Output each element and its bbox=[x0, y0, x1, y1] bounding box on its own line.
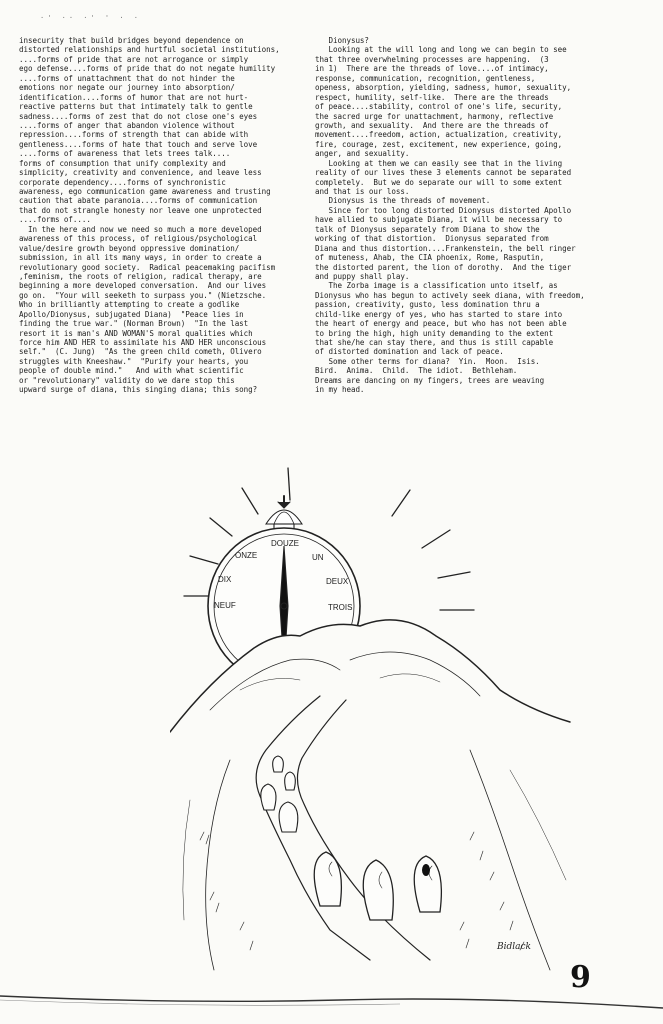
text-line: In the here and now we need so much a more developed bbox=[19, 224, 262, 234]
stray-marks: ·' ·· ·' ' · · bbox=[40, 14, 142, 22]
text-line: Dionysus? bbox=[315, 36, 369, 45]
text-line: revolutionary good society. Radical peacemaking pacifism bbox=[19, 262, 276, 272]
text-line: resort it is man's AND WOMAN'S moral qualities which bbox=[19, 328, 253, 338]
text-line: emotions nor negate our journey into absorption/ bbox=[19, 83, 235, 93]
text-line: ego defense....forms of pride that do not negate humility bbox=[19, 64, 276, 74]
illustration-clock-mountain-procession bbox=[170, 460, 590, 980]
text-line: distorted relationships and hurtful societal institutions, bbox=[19, 45, 280, 55]
text-line: the sacred urge for unattachment, harmony, reflective bbox=[315, 111, 554, 121]
text-line: sadness....forms of zest that do not close one's eyes bbox=[19, 111, 258, 121]
hooded-figures bbox=[261, 756, 442, 920]
text-line: of peace....stability, control of one's life, security, bbox=[315, 102, 563, 112]
text-line: reality of our lives these 3 elements cannot be separated bbox=[315, 168, 572, 178]
text-line: that she/he can stay there, and thus is still capable bbox=[315, 338, 554, 347]
text-line: Some other terms for diana? Yin. Moon. Isis. bbox=[315, 356, 540, 366]
numeral-un: UN bbox=[312, 553, 324, 562]
text-line: the distorted parent, the lion of dorothy. And the tiger bbox=[315, 262, 572, 272]
text-line: Dionysus is the threads of movement. bbox=[315, 196, 491, 206]
text-line: people of double mind." And with what scientific bbox=[19, 366, 244, 376]
text-line: ....forms of anger that abandon violence without bbox=[19, 120, 235, 130]
text-line: self." (C. Jung) "As the green child cometh, Olivero bbox=[19, 347, 262, 357]
left-text-column bbox=[19, 36, 319, 395]
text-line: caution that abate paranoia....forms of communication bbox=[19, 196, 258, 206]
text-line: forms of consumption that unify complexity and bbox=[19, 158, 226, 168]
text-line: force him AND HER to assimilate his AND HER unconscious bbox=[19, 338, 267, 347]
text-line: corporate dependency....forms of synchronistic bbox=[19, 177, 226, 187]
text-line: working of that distortion. Dionysus separated from bbox=[315, 234, 549, 244]
text-line: Looking at the will long and long we can begin to see bbox=[315, 45, 567, 55]
text-line: ,feminism, the roots of religion, radical therapy, are bbox=[19, 271, 262, 281]
text-line: to bring the high, high unity demanding to the extent bbox=[315, 328, 554, 338]
text-line: submission, in all its many ways, in order to create a bbox=[19, 253, 262, 263]
text-line: that three overwhelming processes are happening. (3 bbox=[315, 54, 549, 64]
text-line: completely. But we do separate our will to some extent bbox=[315, 177, 563, 187]
text-line: or "revolutionary" validity do we dare stop this bbox=[19, 375, 235, 385]
text-line: that do not strangle honesty nor leave one unprotected bbox=[19, 205, 262, 215]
text-line: passion, creativity, gusto, less domination thru a bbox=[315, 300, 540, 310]
text-line: and puppy shall play. bbox=[315, 271, 410, 281]
text-line: upward surge of diana, this singing diana; this song? bbox=[19, 385, 258, 395]
artist-signature: Bidlack bbox=[497, 942, 531, 952]
numeral-douze: DOUZE bbox=[271, 539, 299, 548]
text-line: child-like energy of yes, who has started to stare into bbox=[315, 309, 563, 319]
text-line: finding the true war." (Norman Brown) "In the last bbox=[19, 319, 249, 329]
text-line: fire, courage, zest, excitement, new experience, going, bbox=[315, 139, 563, 149]
numeral-neuf: NEUF bbox=[214, 601, 236, 610]
text-line: respect, humility, self-like. There are the threads bbox=[315, 92, 549, 102]
numeral-onze: ONZE bbox=[235, 551, 258, 560]
text-line: go on. "Your will seeketh to surpass you." (Nietzsche. bbox=[19, 290, 267, 300]
text-line: Who in brilliantly attempting to create a godlike bbox=[19, 300, 240, 310]
text-line: ....forms of unattachment that do not hinder the bbox=[19, 73, 235, 83]
numeral-deux: DEUX bbox=[326, 577, 349, 586]
text-line: struggles with Kneeshaw." "Purify your hearts, you bbox=[19, 356, 249, 366]
text-line: reactive patterns but that intimately talk to gentle bbox=[19, 102, 253, 112]
text-line: in my head. bbox=[315, 385, 365, 395]
text-line: of muteness, Ahab, the CIA phoenix, Rome, Rasputin, bbox=[315, 253, 545, 263]
text-line: identification....forms of humor that are not hurt- bbox=[19, 92, 249, 102]
text-line: talk of Dionysus separately from Diana to show the bbox=[315, 224, 540, 234]
text-line: awareness, ego communication game awareness and trusting bbox=[19, 187, 271, 196]
text-line: Since for too long distorted Dionysus distorted Apollo bbox=[315, 205, 572, 215]
text-line: anger, and sexuality. bbox=[315, 149, 410, 159]
text-line: the heart of energy and peace, but who has not been able bbox=[315, 319, 567, 329]
text-line: and that is our loss. bbox=[315, 187, 410, 196]
text-line: Apollo/Dionysus, subjugated Diana) "Peace lies in bbox=[19, 309, 244, 319]
page-number: 9 bbox=[570, 960, 591, 995]
text-line: Bird. Anima. Child. The idiot. Bethleham. bbox=[315, 366, 518, 376]
grass-hatching bbox=[200, 832, 524, 950]
text-line: simplicity, creativity and convenience, and leave less bbox=[19, 168, 262, 178]
text-line: growth, and sexuality. And there are the threads of bbox=[315, 120, 549, 130]
text-line: insecurity that build bridges beyond dependence on bbox=[19, 36, 244, 45]
text-line: Dionysus who has begun to actively seek diana, with freedom, bbox=[315, 290, 585, 300]
text-line: have allied to subjugate Diana, it will be necessary to bbox=[315, 215, 563, 225]
text-line: awareness of this process, of religious/psychological bbox=[19, 234, 258, 244]
text-line: in 1) There are the threads of love....of intimacy, bbox=[315, 64, 549, 74]
text-line: ....forms of pride that are not arrogance or simply bbox=[19, 54, 249, 64]
text-line: gentleness....forms of hate that touch and serve love bbox=[19, 139, 258, 149]
text-line: Diana and thus distortion....Frankenstein, the bell ringer bbox=[315, 243, 576, 253]
text-line: Looking at them we can easily see that in the living bbox=[315, 158, 563, 168]
text-line: openess, absorption, yielding, sadness, humor, sexuality, bbox=[315, 83, 572, 93]
text-line: response, communication, recognition, gentleness, bbox=[315, 73, 536, 83]
text-line: The Zorba image is a classification unto itself, as bbox=[315, 281, 558, 291]
text-line: beginning a more developed conversation. And our lives bbox=[19, 281, 267, 291]
right-text-column bbox=[315, 36, 655, 395]
text-line: movement....freedom, action, actualization, creativity, bbox=[315, 130, 563, 140]
bottom-page-edge bbox=[0, 990, 663, 1024]
clock-bell bbox=[266, 496, 302, 532]
text-line: ....forms of awareness that lets trees talk.... bbox=[19, 149, 231, 159]
numeral-dix: DIX bbox=[218, 575, 232, 584]
text-line: Dreams are dancing on my fingers, trees are weaving bbox=[315, 375, 545, 385]
text-line: value/desire growth beyond oppressive domination/ bbox=[19, 243, 240, 253]
text-line: repression....forms of strength that can abide with bbox=[19, 130, 249, 140]
numeral-trois: TROIS bbox=[328, 603, 353, 612]
text-line: of distorted domination and lack of peace. bbox=[315, 347, 504, 357]
text-line: ....forms of.... bbox=[19, 215, 91, 225]
